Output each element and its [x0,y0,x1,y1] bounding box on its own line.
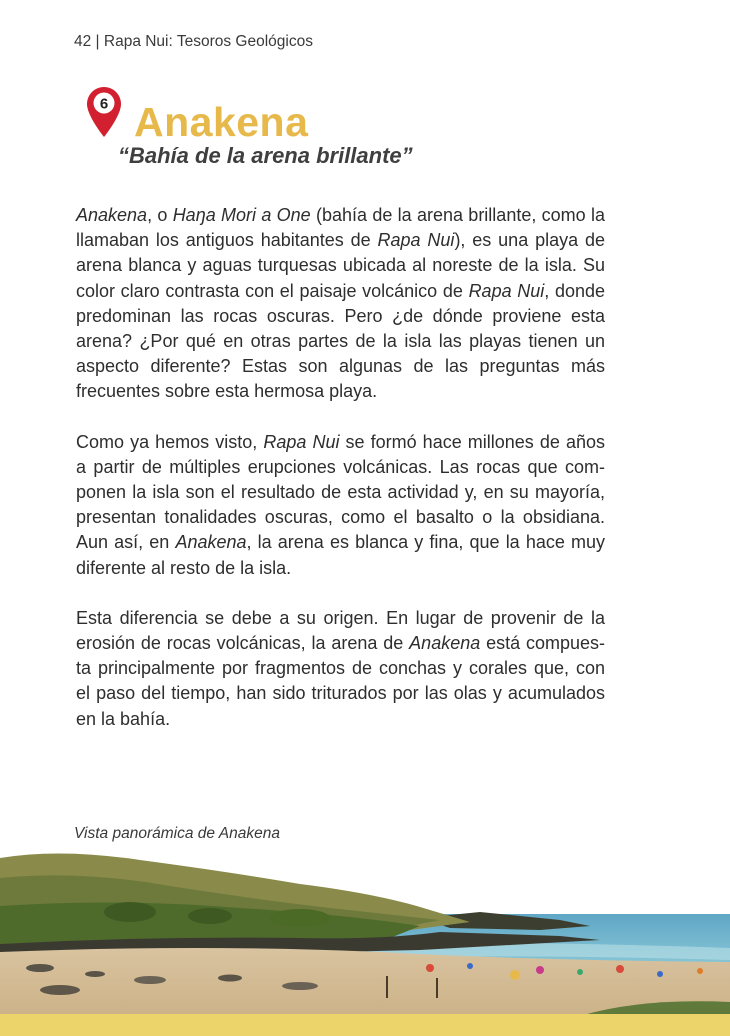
anakena-panorama-photo [0,848,730,1036]
paragraph-2 [76,430,605,581]
text-run: ), es una playa de arena blanca y aguas turquesas ubicada al noreste de la isla. Su color claro contrasta con el paisaje volcánico de [76,230,605,301]
text-run: (bahía de la arena brillante, como la llamaban los antiguos habitantes de [76,205,605,251]
text-run: Esta diferencia se debe a su origen. En lugar de provenir de la erosión de rocas volcánicas, la arena de [76,607,605,654]
photo-caption: Vista panorámica de Anakena [74,825,280,842]
body-text [76,203,605,757]
page-title: Anakena [134,99,309,145]
italic-text: Haŋa Mori a One [172,205,311,225]
paragraph-1 [76,203,605,405]
text-run: , donde predominan las rocas oscuras. Pero ¿de dónde proviene esta arena? ¿Por qué en otras partes de la isla las playas tienen un aspecto diferente? Estas son algunas de las preguntas más frecuentes sobre esta hermosa playa. [76,280,606,402]
italic-text: Rapa Nui [468,280,545,301]
text-run: Como ya hemos visto, [76,431,264,452]
paragraph-3 [76,606,605,732]
italic-text: Anakena [76,205,148,225]
text-run: , o [147,205,173,225]
page-subtitle: “Bahía de la arena brillante” [118,143,413,168]
italic-text: Anakena [175,532,247,553]
italic-text: Rapa Nui [263,431,340,452]
marker-number: 6 [99,95,109,113]
italic-text: Rapa Nui [377,230,455,251]
location-pin-icon [86,86,122,138]
italic-text: Anakena [409,633,481,654]
text-run: está compuesta principalmente por fragmentos de conchas y corales que, con el paso del tiempo, han sido triturados por las olas y acumulados en la bahía. [76,633,606,729]
page-header: 42 | Rapa Nui: Tesoros Geológicos [74,33,313,50]
text-run: , la arena es blanca y fina, que la hace muy diferente al resto de la isla. [76,532,605,578]
text-run: se formó hace millones de años a partir de múltiples erupciones volcánicas. Las rocas que componen la isla son el resultado de esta actividad y, en su mayoría, presentan tonalidades oscuras, como el basalto o la obsidiana. Aun así, en [76,431,605,553]
